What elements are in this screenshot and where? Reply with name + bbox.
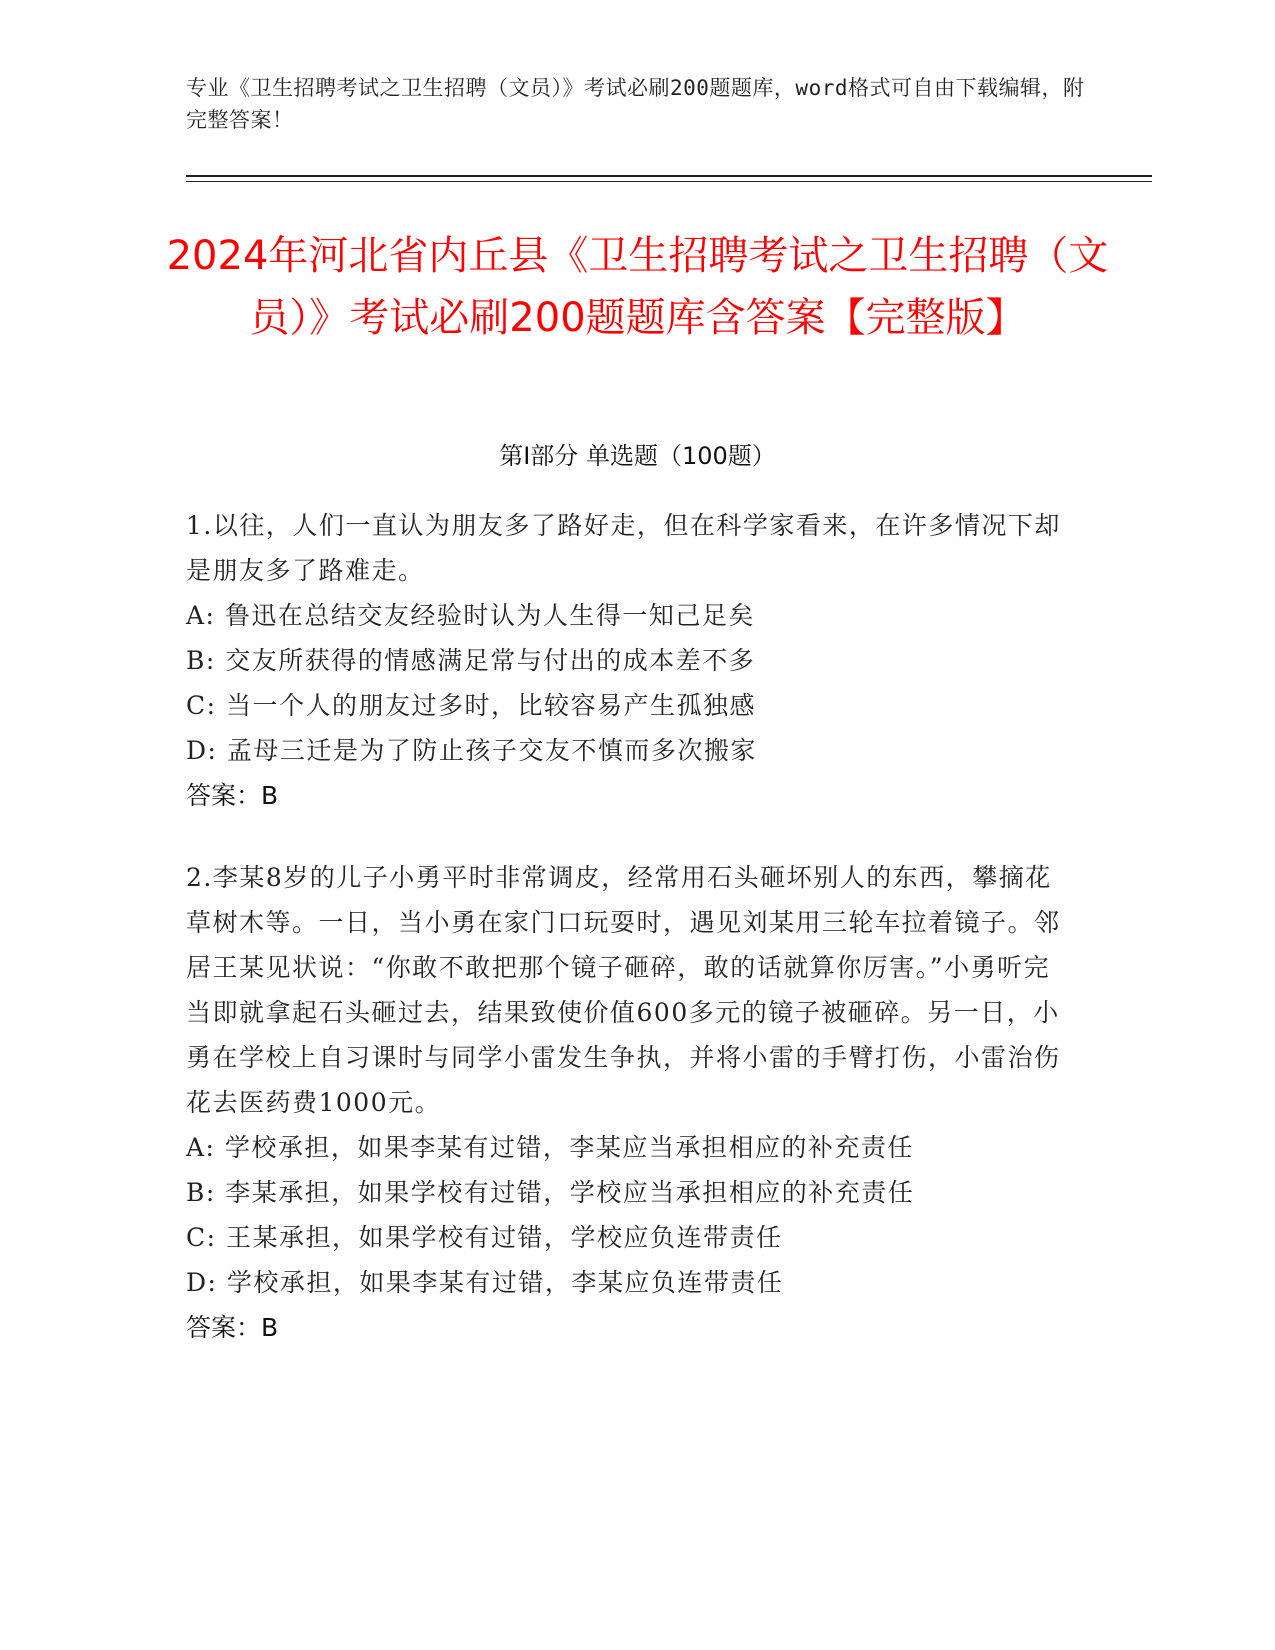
header-note: 专业《卫生招聘考试之卫生招聘（文员）》考试必刷200题题库，word格式可自由下载编辑，附完整答案！ [186,76,1085,132]
option-a: A: 鲁迅在总结交友经验时认为人生得一知己足矣 [186,601,755,630]
question-1 [186,503,1066,818]
question-stem: 2.李某8岁的儿子小勇平时非常调皮，经常用石头砸坏别人的东西，攀摘花草树木等。一日，当小勇在家门口玩耍时，遇见刘某用三轮车拉着镜子。邻居王某见状说：“你敢不敢把那个镜子砸碎，敢的话就算你厉害。”小勇听完当即就拿起石头砸过去，结果致使价值600多元的镜子被砸碎。另一日，小勇在学校上自习课时与同学小雷发生争执，并将小雷的手臂打伤，小雷治伤花去医药费1000元。 [186,863,1061,1117]
option-a: A: 学校承担，如果李某有过错，李某应当承担相应的补充责任 [186,1133,914,1162]
option-c: C: 当一个人的朋友过多时，比较容易产生孤独感 [186,691,756,720]
answer: 答案：B [186,1313,279,1342]
option-b: B: 李某承担，如果学校有过错，学校应当承担相应的补充责任 [186,1178,915,1207]
question-stem: 1.以往，人们一直认为朋友多了路好走，但在科学家看来，在许多情况下却是朋友多了路难走。 [186,511,1061,585]
option-b: B: 交友所获得的情感满足常与付出的成本差不多 [186,646,756,675]
question-2 [186,855,1066,1350]
option-d: D: 孟母三迁是为了防止孩子交友不慎而多次搬家 [186,736,757,765]
option-d: D: 学校承担，如果李某有过错，李某应负连带责任 [186,1268,784,1297]
header-divider-thin [186,181,1152,182]
document-title: 2024年河北省内丘县《卫生招聘考试之卫生招聘（文员）》考试必刷200题题库含答案【完整版】 [166,233,1109,341]
option-c: C: 王某承担，如果学校有过错，学校应负连带责任 [186,1223,783,1252]
answer: 答案：B [186,781,279,810]
section-heading: 第Ⅰ部分 单选题（100题） [499,442,776,470]
header-divider-thick [186,175,1152,177]
